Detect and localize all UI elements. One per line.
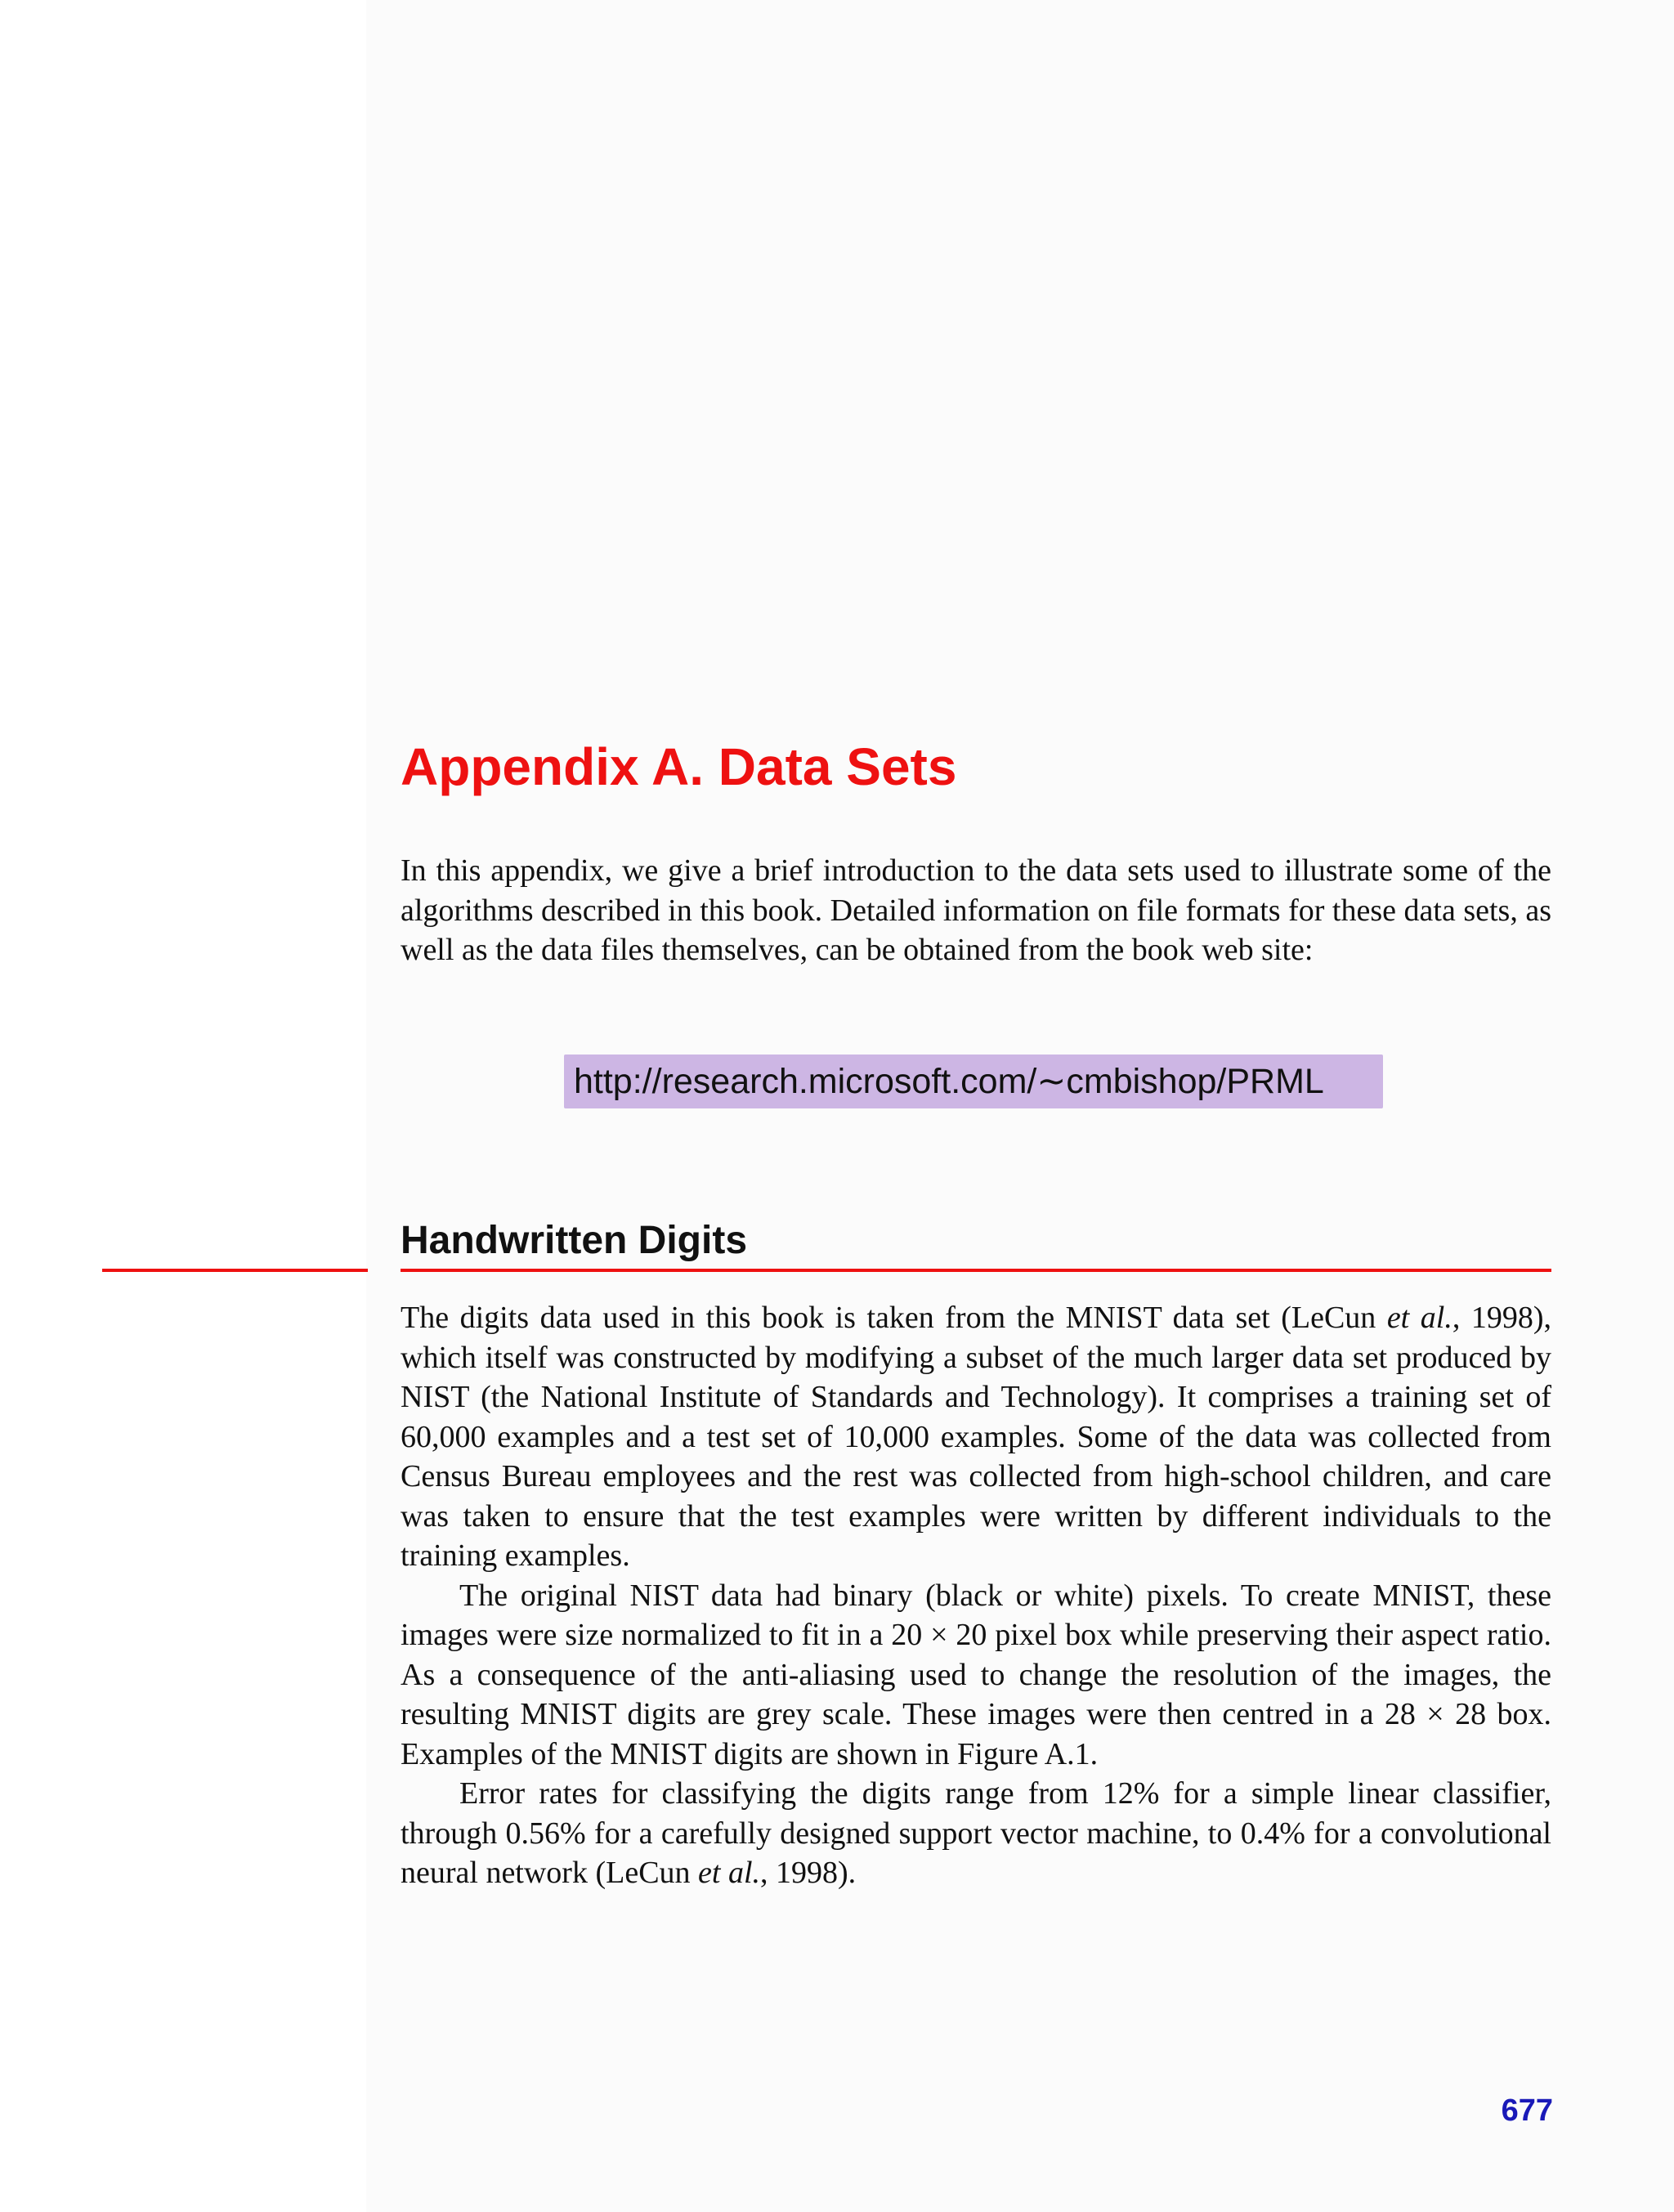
- paragraph-text: , 1998).: [760, 1856, 857, 1890]
- paragraph-mnist-source: [401, 1298, 1551, 1576]
- website-url[interactable]: http://research.microsoft.com/∼cmbishop/PRML: [574, 1062, 1324, 1101]
- paragraph-text: , 1998), which itself was constructed by modifying a subset of the much larger data set produced by NIST (the National Institute of Standards and Technology). It comprises a training set of 60,000 examples and a test set of 10,000 examples. Some of the data was collected from Census Bureau employees and the rest was collected from high-school children, and care was taken to ensure that the test examples were written by different individuals to the training examples.: [401, 1301, 1552, 1573]
- paragraph-text: Error rates for classifying the digits range from 12% for a simple linear classifier, through 0.56% for a carefully designed support vector machine, to 0.4% for a convolutional neural network (LeCun: [401, 1776, 1551, 1890]
- citation-et-al: et al.: [1386, 1301, 1452, 1335]
- intro-paragraph: In this appendix, we give a brief introduction to the data sets used to illustrate some of the algorithms described in this book. Detailed information on file formats for these data sets, as well as the data files themselves, can be obtained from the book web site:: [401, 853, 1551, 967]
- margin-rule: [102, 1269, 368, 1272]
- paragraph-error-rates: [401, 1774, 1551, 1893]
- paragraph-nist-preprocessing: The original NIST data had binary (black or white) pixels. To create MNIST, these images were size normalized to fit in a 20 × 20 pixel box while preserving their aspect ratio. As a consequence of the anti-aliasing used to change the resolution of the images, the resulting MNIST digits are grey scale. These images were then centred in a 28 × 28 box. Examples of the MNIST digits are shown in Figure A.1.: [401, 1578, 1551, 1771]
- citation-et-al: et al.: [698, 1856, 761, 1890]
- paragraph-text: The digits data used in this book is taken from the MNIST data set (LeCun: [401, 1301, 1387, 1335]
- page-number: 677: [1501, 2093, 1553, 2128]
- chapter-title: Appendix A. Data Sets: [401, 737, 957, 796]
- section-body: [401, 1298, 1551, 1893]
- website-url-highlight: [564, 1055, 1383, 1108]
- section-rule: [401, 1269, 1551, 1272]
- section-heading: Handwritten Digits: [401, 1219, 748, 1262]
